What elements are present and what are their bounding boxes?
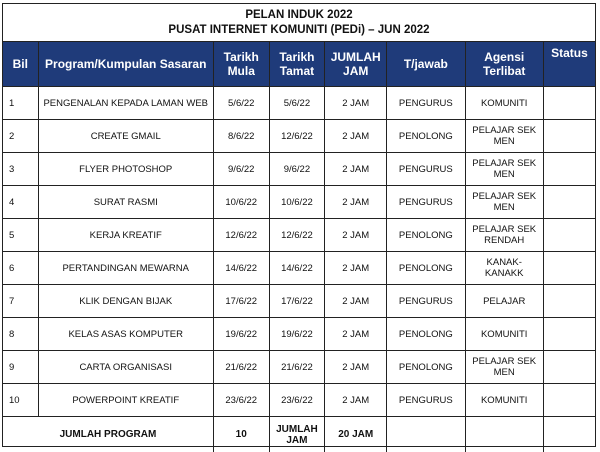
header-tarikh-mula: Tarikh Mula bbox=[213, 42, 269, 87]
cell-tjawab: PENOLONG bbox=[387, 120, 465, 153]
cell-mula: 9/6/22 bbox=[213, 153, 269, 186]
table-row bbox=[3, 186, 595, 219]
cell-status bbox=[543, 120, 595, 153]
cell-agensi: PELAJAR SEK RENDAH bbox=[465, 219, 543, 252]
cell-status bbox=[543, 219, 595, 252]
cell-tamat: 9/6/22 bbox=[269, 153, 325, 186]
cell-mula: 17/6/22 bbox=[213, 285, 269, 318]
cell-program: KLIK DENGAN BIJAK bbox=[38, 285, 213, 318]
cell-tamat: 17/6/22 bbox=[269, 285, 325, 318]
cell-program: SURAT RASMI bbox=[38, 186, 213, 219]
table-row bbox=[3, 318, 595, 351]
cell-agensi: KOMUNITI bbox=[465, 384, 543, 417]
cell-jam: 2 JAM bbox=[325, 87, 387, 120]
cell-tjawab: PENOLONG bbox=[387, 351, 465, 384]
document-title bbox=[3, 4, 595, 42]
header-status: Status bbox=[543, 42, 595, 87]
cell-bil: 7 bbox=[3, 285, 38, 318]
cell-agensi: KOMUNITI bbox=[465, 318, 543, 351]
cell-bil: 4 bbox=[3, 186, 38, 219]
cell-agensi: PELAJAR SEK MEN bbox=[465, 120, 543, 153]
cell-tjawab: PENGURUS bbox=[387, 186, 465, 219]
cell-bil: 5 bbox=[3, 219, 38, 252]
cell-tamat: 14/6/22 bbox=[269, 252, 325, 285]
cell-tjawab: PENOLONG bbox=[387, 318, 465, 351]
table-row bbox=[3, 120, 595, 153]
cell-agensi: PELAJAR SEK MEN bbox=[465, 186, 543, 219]
cell-tjawab: PENGURUS bbox=[387, 285, 465, 318]
cell-jam: 2 JAM bbox=[325, 186, 387, 219]
cell-status bbox=[543, 351, 595, 384]
cell-status bbox=[543, 252, 595, 285]
cell-mula: 8/6/22 bbox=[213, 120, 269, 153]
cell-mula: 12/6/22 bbox=[213, 219, 269, 252]
cell-status bbox=[543, 285, 595, 318]
cell-tamat: 19/6/22 bbox=[269, 318, 325, 351]
total-count: 10 bbox=[213, 417, 269, 452]
cell-tamat: 21/6/22 bbox=[269, 351, 325, 384]
cell-jam: 2 JAM bbox=[325, 153, 387, 186]
cell-mula: 23/6/22 bbox=[213, 384, 269, 417]
cell-jam: 2 JAM bbox=[325, 285, 387, 318]
cell-mula: 10/6/22 bbox=[213, 186, 269, 219]
cell-tamat: 5/6/22 bbox=[269, 87, 325, 120]
cell-agensi: PELAJAR SEK MEN bbox=[465, 153, 543, 186]
cell-program: CREATE GMAIL bbox=[38, 120, 213, 153]
cell-mula: 5/6/22 bbox=[213, 87, 269, 120]
cell-tjawab: PENOLONG bbox=[387, 252, 465, 285]
cell-tjawab: PENOLONG bbox=[387, 219, 465, 252]
total-row bbox=[3, 417, 595, 452]
cell-mula: 14/6/22 bbox=[213, 252, 269, 285]
table-row bbox=[3, 252, 595, 285]
header-tarikh-tamat: Tarikh Tamat bbox=[269, 42, 325, 87]
cell-bil: 9 bbox=[3, 351, 38, 384]
cell-bil: 3 bbox=[3, 153, 38, 186]
title-line-2: PUSAT INTERNET KOMUNITI (PEDi) – JUN 2022 bbox=[3, 23, 595, 38]
cell-program: POWERPOINT KREATIF bbox=[38, 384, 213, 417]
cell-agensi: KOMUNITI bbox=[465, 87, 543, 120]
cell-jam: 2 JAM bbox=[325, 252, 387, 285]
total-jam: 20 JAM bbox=[325, 417, 387, 452]
cell-status bbox=[543, 384, 595, 417]
cell-program: CARTA ORGANISASI bbox=[38, 351, 213, 384]
cell-tamat: 12/6/22 bbox=[269, 120, 325, 153]
cell-program: KELAS ASAS KOMPUTER bbox=[38, 318, 213, 351]
cell-program: PERTANDINGAN MEWARNA bbox=[38, 252, 213, 285]
cell-status bbox=[543, 153, 595, 186]
cell-status bbox=[543, 318, 595, 351]
total-label: JUMLAH PROGRAM bbox=[3, 417, 213, 452]
title-line-1: PELAN INDUK 2022 bbox=[3, 8, 595, 23]
table-row bbox=[3, 351, 595, 384]
cell-agensi: KANAK-KANAKK bbox=[465, 252, 543, 285]
table-row bbox=[3, 384, 595, 417]
cell-program: KERJA KREATIF bbox=[38, 219, 213, 252]
table-row bbox=[3, 219, 595, 252]
cell-agensi: PELAJAR bbox=[465, 285, 543, 318]
cell-bil: 6 bbox=[3, 252, 38, 285]
header-jumlah-jam: JUMLAH JAM bbox=[325, 42, 387, 87]
header-row bbox=[3, 42, 595, 87]
cell-jam: 2 JAM bbox=[325, 318, 387, 351]
cell-bil: 8 bbox=[3, 318, 38, 351]
cell-bil: 10 bbox=[3, 384, 38, 417]
total-empty-2 bbox=[465, 417, 543, 452]
cell-bil: 2 bbox=[3, 120, 38, 153]
total-empty-1 bbox=[387, 417, 465, 452]
cell-status bbox=[543, 87, 595, 120]
total-jam-label: JUMLAH JAM bbox=[269, 417, 325, 452]
cell-agensi: PELAJAR SEK MEN bbox=[465, 351, 543, 384]
header-agensi: Agensi Terlibat bbox=[465, 42, 543, 87]
cell-jam: 2 JAM bbox=[325, 351, 387, 384]
cell-jam: 2 JAM bbox=[325, 120, 387, 153]
cell-tamat: 12/6/22 bbox=[269, 219, 325, 252]
cell-program: FLYER PHOTOSHOP bbox=[38, 153, 213, 186]
cell-mula: 21/6/22 bbox=[213, 351, 269, 384]
cell-tjawab: PENGURUS bbox=[387, 384, 465, 417]
cell-bil: 1 bbox=[3, 87, 38, 120]
cell-tamat: 10/6/22 bbox=[269, 186, 325, 219]
table-row bbox=[3, 153, 595, 186]
cell-jam: 2 JAM bbox=[325, 219, 387, 252]
header-tjawab: T/jawab bbox=[387, 42, 465, 87]
cell-tjawab: PENGURUS bbox=[387, 153, 465, 186]
table-row bbox=[3, 87, 595, 120]
cell-status bbox=[543, 186, 595, 219]
cell-mula: 19/6/22 bbox=[213, 318, 269, 351]
cell-jam: 2 JAM bbox=[325, 384, 387, 417]
cell-tamat: 23/6/22 bbox=[269, 384, 325, 417]
plan-table bbox=[3, 42, 595, 452]
total-empty-3 bbox=[543, 417, 595, 452]
document-frame bbox=[2, 3, 596, 447]
cell-program: PENGENALAN KEPADA LAMAN WEB bbox=[38, 87, 213, 120]
header-program: Program/Kumpulan Sasaran bbox=[38, 42, 213, 87]
header-bil: Bil bbox=[3, 42, 38, 87]
table-row bbox=[3, 285, 595, 318]
cell-tjawab: PENGURUS bbox=[387, 87, 465, 120]
